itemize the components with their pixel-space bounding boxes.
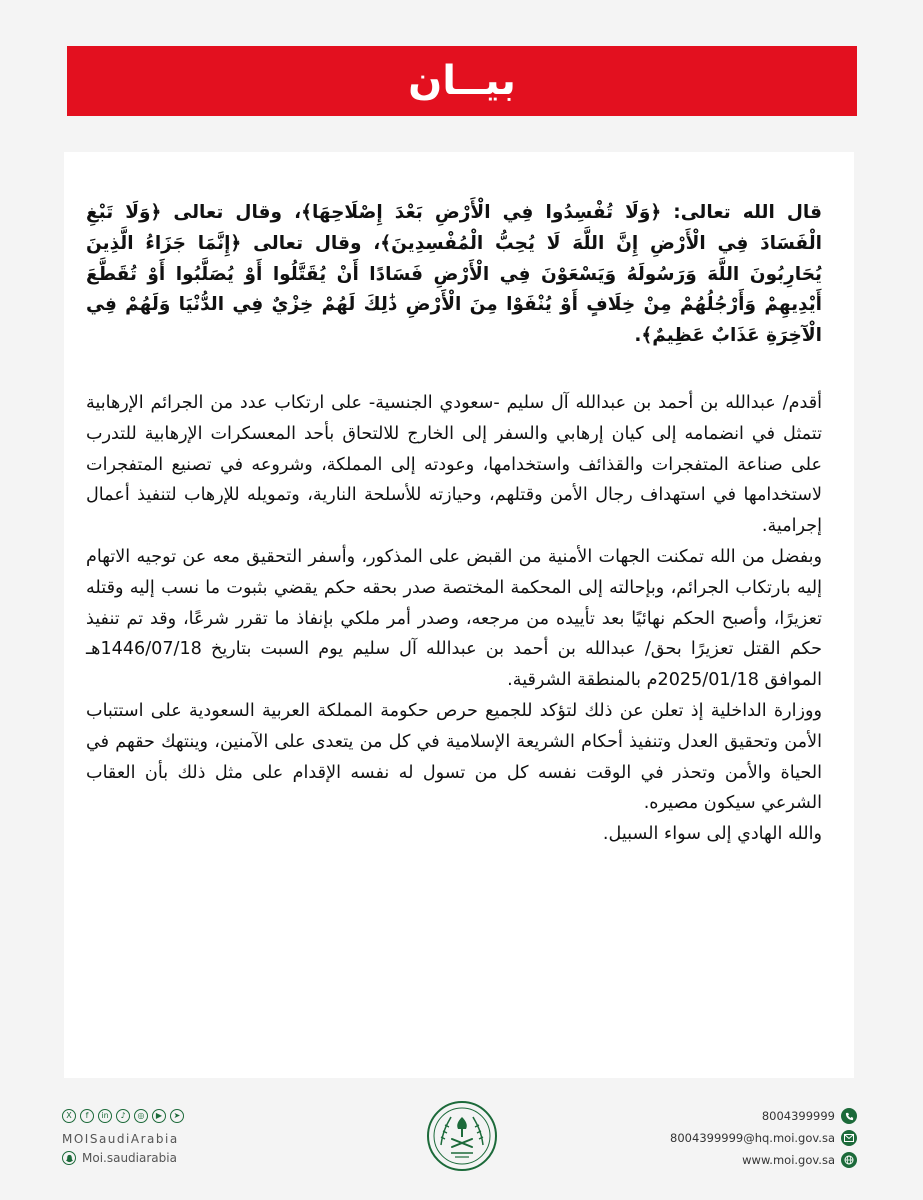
email-address: 8004399999@hq.moi.gov.sa (670, 1131, 835, 1145)
snapchat-row[interactable] (62, 1151, 177, 1165)
snapchat-icon (62, 1151, 76, 1165)
paragraph-crime: أقدم/ عبدالله بن أحمد بن عبدالله آل سليم -سعودي الجنسية- على ارتكاب عدد من الجرائم الإرهابية تتمثل في انضمامه إلى كيان إرهابي والسفر إلى الخارج للالتحاق بأحد المعسكرات الإرهابية للتدرب على صناعة المتفجرات والقذائف واستخدامها، وعودته إلى المملكة، وشروعه في تصنيع المتفجرات لاستخدامها في استهداف رجال الأمن وقتلهم، وحيازته للأسلحة النارية، وتمويله للإرهاب لتنفيذ أعمال إجرامية. (86, 392, 822, 537)
facebook-icon[interactable]: f (80, 1109, 94, 1123)
paragraph-execution: وبفضل من الله تمكنت الجهات الأمنية من القبض على المذكور، وأسفر التحقيق معه عن توجيه الاتهام إليه بارتكاب الجرائم، وبإحالته إلى المحكمة المختصة صدر بحقه حكم يقضي بثبوت ما نسب إليه وقتله تعزيرًا، وأصبح الحكم نهائيًا بعد تأييده من مرجعه، وصدر أمر ملكي بإنفاذ ما تقرر شرعًا، وقد تم تنفيذ حكم القتل تعزيرًا بحق/ عبدالله بن أحمد بن عبدالله آل سليم يوم السبت بتاريخ 1446/07/18هـ الموافق 2025/01/18م بالمنطقة الشرقية. (86, 546, 822, 691)
instagram-icon[interactable]: ◎ (134, 1109, 148, 1123)
tiktok-icon[interactable]: ♪ (116, 1109, 130, 1123)
header-banner (67, 46, 857, 116)
quran-verse: قال الله تعالى: ﴿وَلَا تُفْسِدُوا فِي الْأَرْضِ بَعْدَ إِصْلَاحِهَا﴾، وقال تعالى ﴿وَلَا تَبْغِ الْفَسَادَ فِي الْأَرْضِ إِنَّ اللَّهَ لَا يُحِبُّ الْمُفْسِدِينَ﴾، وقال تعالى ﴿إِنَّمَا جَزَاءُ الَّذِينَ يُحَارِبُونَ اللَّهَ وَرَسُولَهُ وَيَسْعَوْنَ فِي الْأَرْضِ فَسَادًا أَنْ يُقَتَّلُوا أَوْ يُصَلَّبُوا أَوْ تُقَطَّعَ أَيْدِيهِمْ وَأَرْجُلُهُمْ مِنْ خِلَافٍ أَوْ يُنْفَوْا مِنَ الْأَرْضِ ذَٰلِكَ لَهُمْ خِزْيٌ فِي الدُّنْيَا وَلَهُمْ فِي الْآخِرَةِ عَذَابٌ عَظِيمٌ﴾. (86, 202, 822, 347)
email-icon (841, 1130, 857, 1146)
social-icons (62, 1109, 184, 1123)
footer (0, 1096, 923, 1200)
linkedin-icon[interactable]: in (98, 1109, 112, 1123)
snapchat-handle: Moi.saudiarabia (82, 1151, 177, 1165)
youtube-icon[interactable]: ▶ (152, 1109, 166, 1123)
ministry-emblem (425, 1099, 499, 1173)
paragraph-ministry: ووزارة الداخلية إذ تعلن عن ذلك لتؤكد للجميع حرص حكومة المملكة العربية السعودية على استتباب الأمن وتحقيق العدل وتنفيذ أحكام الشريعة الإسلامية في كل من يتعدى على الآمنين، وينتهك حقهم في الحياة والأمن وتحذر في الوقت نفسه كل من تسول له نفسه الإقدام على مثل ذلك بأن العقاب الشرعي سيكون مصيره. (86, 700, 822, 814)
phone-number: 8004399999 (761, 1109, 835, 1123)
telegram-icon[interactable]: ➤ (170, 1109, 184, 1123)
website-url: www.moi.gov.sa (742, 1153, 835, 1167)
phone-icon (841, 1108, 857, 1124)
paragraph-closing: والله الهادي إلى سواء السبيل. (602, 824, 822, 845)
email-row[interactable] (670, 1130, 857, 1146)
x-icon[interactable]: X (62, 1109, 76, 1123)
phone-row[interactable] (762, 1108, 857, 1124)
page-title: بيــان (408, 58, 516, 104)
social-handle[interactable]: MOISaudiArabia (62, 1132, 179, 1146)
website-row[interactable] (742, 1152, 857, 1168)
globe-icon (841, 1152, 857, 1168)
statement-card (64, 152, 854, 1078)
